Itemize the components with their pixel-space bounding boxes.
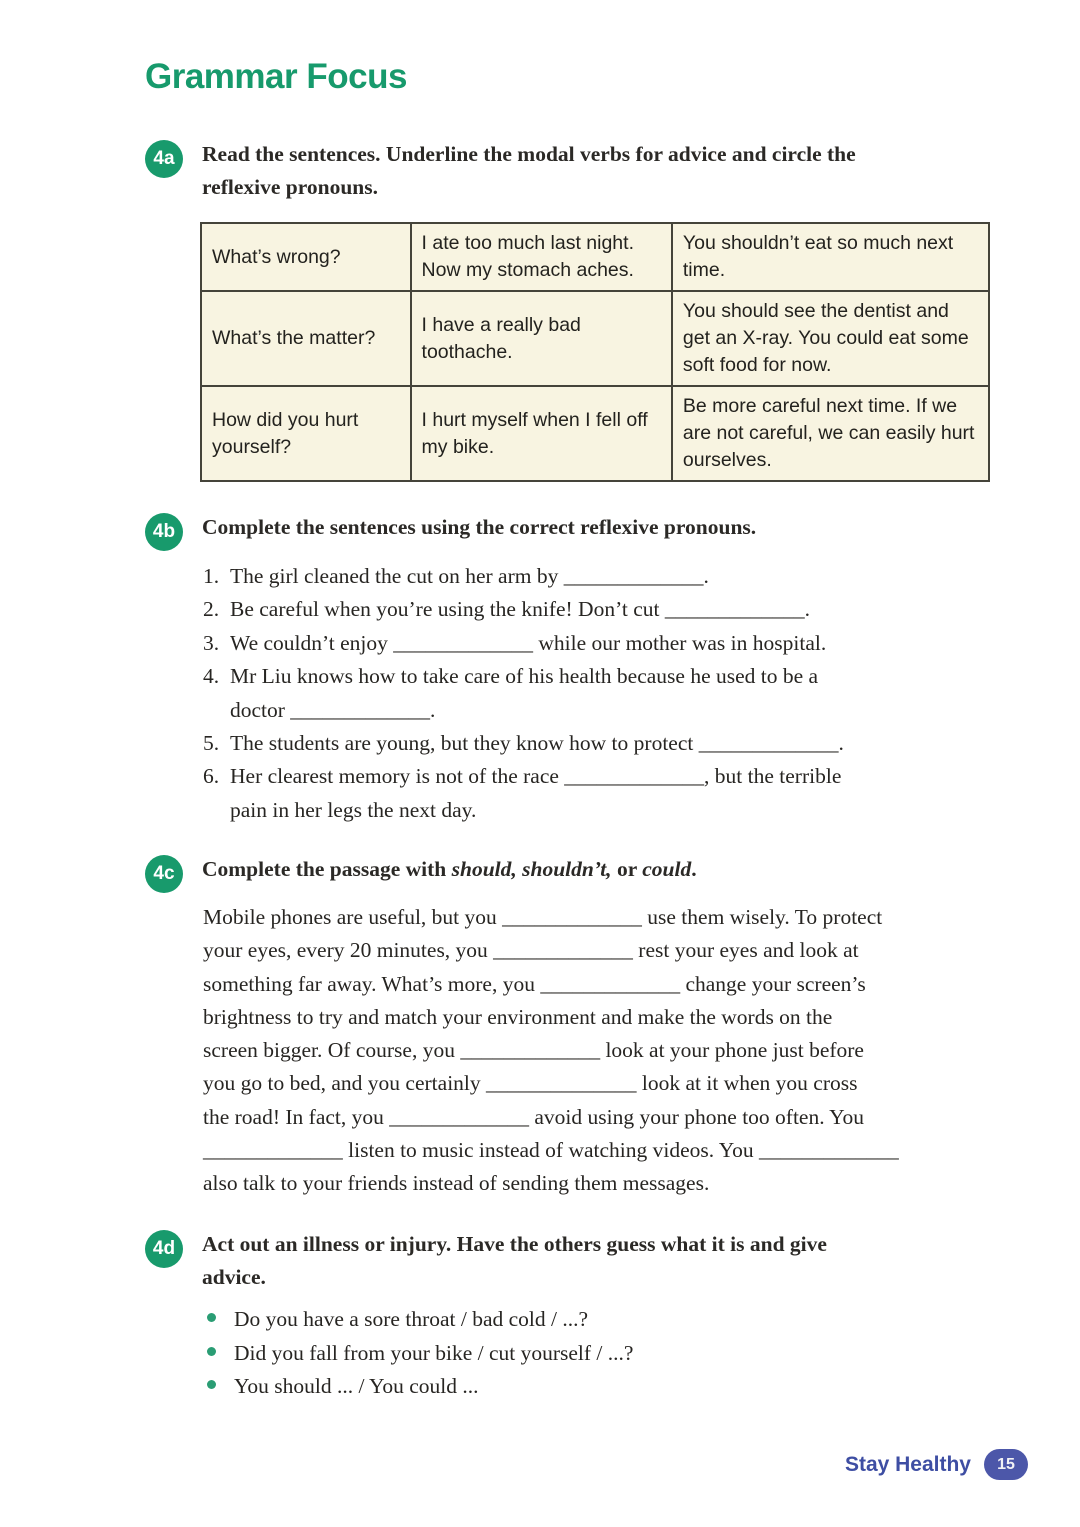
item-number: 6.: [203, 764, 220, 789]
text-line: Complete the sentences using the correct reflexive pronouns.: [202, 515, 757, 539]
bullet-text: Did you fall from your bike / cut yourself / ...?: [234, 1340, 634, 1365]
text-line: pain in her legs the next day.: [230, 797, 477, 822]
dialogue-table-body: [201, 223, 989, 481]
item-lines: [230, 660, 818, 727]
text-line: your eyes, every 20 minutes, you _____________ rest your eyes and look at: [203, 938, 859, 963]
item-lines: [230, 727, 844, 760]
bullet-text: You should ... / You could ...: [234, 1374, 479, 1398]
list-item: [203, 760, 844, 827]
text-line: Read the sentences. Underline the modal verbs for advice and circle the: [202, 142, 856, 166]
bullet-item: [207, 1303, 633, 1337]
text-line: The students are young, but they know how to protect _____________.: [230, 731, 844, 756]
instruction-part: or: [611, 857, 643, 881]
text-line: screen bigger. Of course, you _____________ look at your phone just before: [203, 1038, 864, 1063]
instruction-part: Complete the passage with: [202, 857, 452, 881]
item-number: 5.: [203, 731, 220, 756]
list-item: [203, 627, 844, 660]
instruction-4b: [202, 511, 1045, 544]
table-row: [201, 223, 989, 291]
section-4b: [145, 511, 1045, 544]
table-row: [201, 386, 989, 481]
text-line: you go to bed, and you certainly ______________ look at it when you cross: [203, 1071, 858, 1096]
page-title: Grammar Focus: [145, 57, 407, 96]
bullet-item: [207, 1337, 633, 1371]
unit-title: Stay Healthy: [844, 1452, 971, 1476]
text-line: the road! In fact, you _____________ avoid using your phone too often. You: [203, 1104, 865, 1129]
instruction-4d: [202, 1228, 1045, 1294]
section-badge-4d: 4d: [145, 1230, 183, 1268]
instruction-4a: [202, 138, 1045, 204]
table-cell: I ate too much last night. Now my stomach aches.: [411, 223, 672, 291]
dialogue-table-wrap: [200, 222, 990, 482]
text-line: Be careful when you’re using the knife! Don’t cut _____________.: [230, 597, 810, 622]
table-cell: What’s the matter?: [201, 291, 411, 386]
section-4a: [145, 138, 1045, 204]
exercise-4d-bullets: [207, 1303, 633, 1404]
exercise-4b-list: [203, 560, 844, 827]
item-lines: [230, 593, 810, 626]
item-number: 1.: [203, 564, 220, 588]
table-cell: I hurt myself when I fell off my bike.: [411, 386, 672, 481]
text-line: [202, 853, 1045, 886]
item-lines: [230, 560, 709, 593]
bullet-dot-icon: [207, 1313, 216, 1322]
text-line: Mobile phones are useful, but you _____________ use them wisely. To protect: [203, 905, 883, 929]
bullet-dot-icon: [207, 1347, 216, 1356]
item-lines: [230, 627, 826, 660]
text-line: advice.: [202, 1265, 266, 1289]
text-line: _____________ listen to music instead of watching videos. You _____________: [203, 1138, 899, 1163]
exercise-4c-passage: [203, 901, 899, 1201]
instruction-4c: [202, 853, 1045, 886]
section-badge-4b: 4b: [145, 513, 183, 551]
instruction-part: .: [691, 857, 697, 881]
section-4c: [145, 853, 1045, 886]
list-item: [203, 727, 844, 760]
table-row: [201, 291, 989, 386]
list-item: [203, 560, 844, 593]
bullet-item: [207, 1370, 633, 1404]
page-number-badge: 15: [984, 1449, 1028, 1480]
section-4d: [145, 1228, 1045, 1294]
dialogue-table: [200, 222, 990, 482]
table-cell: What’s wrong?: [201, 223, 411, 291]
text-line: doctor _____________.: [230, 697, 436, 722]
page-footer: [845, 1449, 1028, 1480]
text-line: The girl cleaned the cut on her arm by _____________.: [230, 564, 709, 588]
item-lines: [230, 760, 841, 827]
item-number: 4.: [203, 664, 220, 689]
list-item: [203, 660, 844, 727]
table-cell: Be more careful next time. If we are not careful, we can easily hurt ourselves.: [672, 386, 989, 481]
instruction-part: should, shouldn’t,: [451, 857, 612, 881]
item-number: 2.: [203, 597, 220, 622]
list-item: [203, 593, 844, 626]
text-line: brightness to try and match your environment and make the words on the: [203, 1004, 833, 1029]
item-number: 3.: [203, 630, 220, 655]
table-cell: You shouldn’t eat so much next time.: [672, 223, 989, 291]
bullet-dot-icon: [207, 1380, 216, 1389]
text-line: We couldn’t enjoy _____________ while our mother was in hospital.: [230, 630, 827, 655]
section-badge-4c: 4c: [145, 855, 183, 893]
table-cell: You should see the dentist and get an X-ray. You could eat some soft food for now.: [672, 291, 989, 386]
bullet-text: Do you have a sore throat / bad cold / ...?: [234, 1307, 589, 1331]
text-line: Her clearest memory is not of the race _____________, but the terrible: [230, 764, 842, 789]
table-cell: I have a really bad toothache.: [411, 291, 672, 386]
text-line: also talk to your friends instead of sending them messages.: [203, 1171, 710, 1196]
text-line: reflexive pronouns.: [202, 175, 378, 199]
text-line: Mr Liu knows how to take care of his health because he used to be a: [230, 664, 819, 689]
section-badge-4a: 4a: [145, 140, 183, 178]
instruction-part: could: [642, 857, 692, 881]
table-cell: How did you hurt yourself?: [201, 386, 411, 481]
text-line: something far away. What’s more, you _____________ change your screen’s: [203, 971, 866, 996]
text-line: Act out an illness or injury. Have the others guess what it is and give: [202, 1232, 827, 1256]
